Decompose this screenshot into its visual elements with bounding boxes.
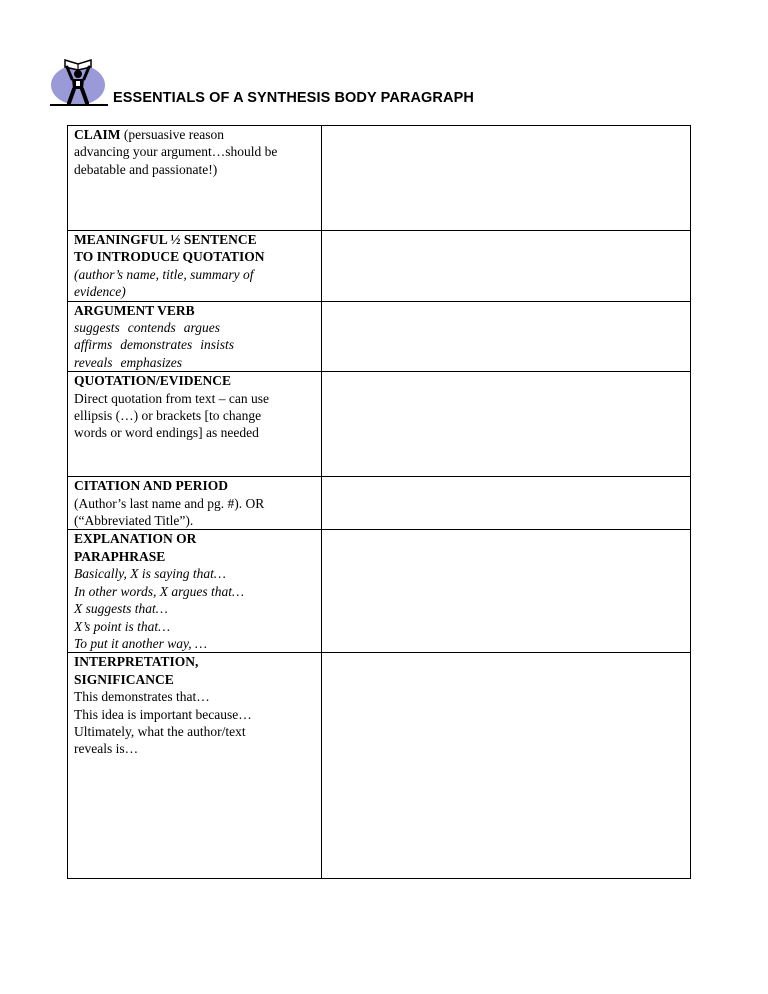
answer-cell-argument-verb[interactable]	[322, 301, 691, 372]
verb-item: emphasizes	[120, 354, 182, 370]
row-text-line: words or word endings] as needed	[74, 425, 259, 441]
label-cell-interpretation	[68, 653, 322, 879]
verb-item: argues	[183, 320, 221, 336]
answer-cell-explanation[interactable]	[322, 530, 691, 653]
row-text-line: Direct quotation from text – can use	[74, 390, 269, 406]
row-text-line: (Author’s last name and pg. #). OR	[74, 495, 265, 511]
row-text-line: reveals is…	[74, 741, 139, 757]
answer-cell-citation[interactable]	[322, 477, 691, 530]
row-text-line: To put it another way, …	[74, 635, 208, 651]
row-text-line: X’s point is that…	[74, 618, 171, 634]
table-row-argument-verb	[68, 301, 691, 372]
reader-holding-book-icon	[50, 55, 108, 107]
row-heading: TO INTRODUCE QUOTATION	[74, 249, 265, 265]
verb-item: demonstrates	[120, 337, 193, 353]
label-cell-explanation	[68, 530, 322, 653]
answer-cell-claim[interactable]	[322, 126, 691, 231]
label-cell-citation	[68, 477, 322, 530]
table-row-claim	[68, 126, 691, 231]
row-heading: QUOTATION/EVIDENCE	[74, 373, 232, 389]
row-text-line: (author’s name, title, summary of	[74, 266, 254, 282]
table-row-explanation	[68, 530, 691, 653]
page-title: ESSENTIALS OF A SYNTHESIS BODY PARAGRAPH	[113, 90, 474, 106]
row-text-line: In other words, X argues that…	[74, 583, 245, 599]
table-row-quotation	[68, 372, 691, 477]
row-text-line: (“Abbreviated Title”).	[74, 513, 194, 529]
row-heading: CLAIM	[74, 127, 121, 142]
verb-item: suggests	[74, 320, 120, 336]
row-heading: CITATION AND PERIOD	[74, 478, 229, 494]
row-text-line: Basically, X is saying that…	[74, 566, 226, 582]
row-text-line: advancing your argument…should be	[74, 144, 278, 160]
table-row-intro-sentence	[68, 231, 691, 302]
row-text-line: Ultimately, what the author/text	[74, 723, 246, 739]
answer-cell-intro-sentence[interactable]	[322, 231, 691, 302]
row-text-line: debatable and passionate!)	[74, 161, 218, 177]
label-cell-argument-verb	[68, 301, 322, 372]
row-text-line: ellipsis (…) or brackets [to change	[74, 408, 262, 424]
verb-item: affirms	[74, 337, 113, 353]
verb-item: reveals	[74, 354, 113, 370]
row-heading: INTERPRETATION,	[74, 654, 199, 670]
answer-cell-interpretation[interactable]	[322, 653, 691, 879]
row-text-line: This idea is important because…	[74, 706, 252, 722]
row-text-line: X suggests that…	[74, 601, 168, 617]
table-row-citation	[68, 477, 691, 530]
paragraph-organizer-table	[67, 125, 691, 879]
row-heading: PARAPHRASE	[74, 548, 166, 564]
row-text-line: evidence)	[74, 284, 126, 300]
label-cell-quotation	[68, 372, 322, 477]
verb-item: contends	[127, 320, 176, 336]
row-heading-note: (persuasive reason	[123, 127, 224, 142]
row-heading: EXPLANATION OR	[74, 531, 197, 547]
table-row-interpretation	[68, 653, 691, 879]
row-heading: ARGUMENT VERB	[74, 302, 195, 318]
row-text-line: This demonstrates that…	[74, 689, 210, 705]
row-heading: MEANINGFUL ½ SENTENCE	[74, 232, 257, 247]
answer-cell-quotation[interactable]	[322, 372, 691, 477]
label-cell-claim	[68, 126, 322, 231]
verb-item: insists	[200, 337, 235, 353]
label-cell-intro-sentence	[68, 231, 322, 302]
row-heading: SIGNIFICANCE	[74, 671, 174, 687]
